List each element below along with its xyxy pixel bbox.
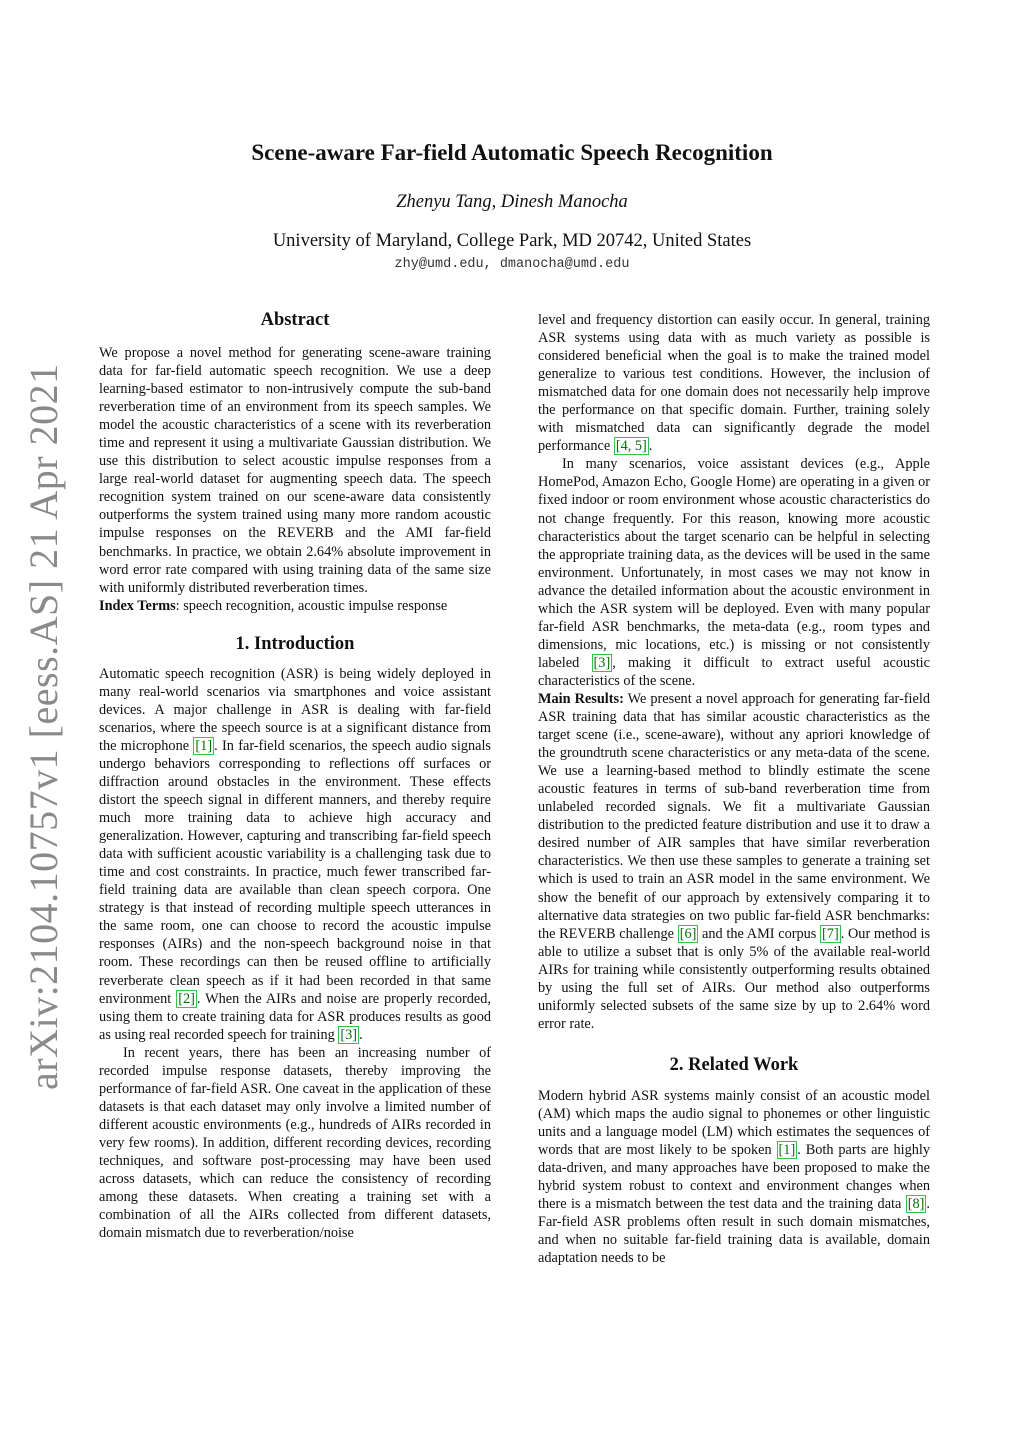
main-results-label: Main Results: xyxy=(538,690,624,707)
citation-link[interactable]: [6] xyxy=(679,925,697,942)
citation-link[interactable]: [1] xyxy=(195,737,213,754)
abstract-text: We propose a novel method for generating scene-aware training data for far-field automatic speech recognition. We use a deep learning-based estimator to non-intrusively compute the sub-band reverberation time of an environment from its speech samples. We model the acoustic characteristics of a scene with its reverberation time and represent it using a multivariate Gaussian distribution. We use this distribution to select acoustic impulse responses from a large real-world dataset for augmenting speech data. The speech recognition system trained on our scene-aware data consistently outperforms the system trained using many more random acoustic impulse responses on the REVERB and the AMI far-field benchmarks. In practice, we obtain 2.64% absolute improvement in word error rate compared with using training data of the same size with uniformly distributed reverberation times. xyxy=(99,345,491,596)
intro-heading: 1. Introduction xyxy=(235,633,355,654)
body-text: , making it difficult to extract useful acoustic characteristics of the scene. xyxy=(538,654,930,689)
intro-text: . When the AIRs and noise are properly recorded, using them to create training data for ASR produces results as good as using real recorded speech for training xyxy=(99,990,491,1043)
body-text: We present a novel approach for generating far-field ASR training data that has similar acoustic characteristics as the target scene (i.e., scene-aware), without any apriori knowledge of the groundtruth scene characteristics or any meta-data of the scene. We use a learning-based method to blindly estimate the scene acoustic features in terms of sub-band reverberation time from unlabeled recorded signals. We fit a multivariate Gaussian distribution to the predicted feature distribution and use it to draw a desired number of AIR samples that have similar reverberation characteristics. We then use these samples to generate a training set which is used to train an ASR model in the same environment. We show the benefit of our approach by extensively comparing it to alternative data strategies on two public far-field ASR benchmarks: the REVERB challenge xyxy=(538,690,930,942)
intro-paragraph-2: In recent years, there has been an increasing number of recorded impulse response datasets, thereby improving the performance of far-field ASR. One caveat in the application of these datasets is that each dataset may only involve a limited number of different acoustic environments (e.g., hundreds of AIRs recorded in very few rooms). In addition, different recording devices, recording techniques, and software post-processing may have been used across datasets, which can reduce the consistency of recording among these datasets. When creating a training set with a combination of all the AIRs collected from different datasets, domain mismatch due to reverberation/noise xyxy=(99,1044,491,1242)
intro-text: . xyxy=(359,1026,363,1043)
right-paragraph-2 xyxy=(538,455,930,690)
arxiv-identifier: arXiv:2104.10757v1 [eess.AS] 21 Apr 2021 xyxy=(21,363,66,1090)
citation-link[interactable]: [3] xyxy=(340,1026,358,1043)
body-text: Modern hybrid ASR systems mainly consist of an acoustic model (AM) which maps the audio signal to phonemes or other linguistic units and a language model (LM) which estimates the sequences of words that are most likely to be spoken xyxy=(538,1087,930,1159)
abstract-heading: Abstract xyxy=(260,310,330,330)
left-column xyxy=(99,308,491,1242)
intro-text: . In far-field scenarios, the speech audio signals undergo behaviors corresponding to reflections off surfaces or diffraction around obstacles in the environment. These effects distort the speech signal in different manners, and thereby require much more training data to achieve high accuracy and generalization. However, capturing and transcribing far-field speech data with sufficient acoustic variability is a challenging task due to time and cost constraints. In practice, much fewer transcribed far-field training data are available than clean speech corpora. One strategy is that instead of recording multiple speech utterances in the same room, one can choose to record the acoustic impulse responses (AIRs) and the non-speech background noise in that room. These recordings can then be reused offline to artificially reverberate clean speech as if it had been recorded in that same environment xyxy=(99,737,491,1007)
body-text: . xyxy=(648,438,653,455)
main-results-paragraph xyxy=(538,690,930,1033)
body-text: level and frequency distortion can easily occur. In general, training ASR systems using data with as much variety as possible is considered beneficial when the goal is to make the trained model generalize to various test conditions. However, the inclusion of mismatched data for one domain does not necessarily help improve the performance on that specific domain. Further, training solely with mismatched data can significantly degrade the model performance xyxy=(538,312,930,455)
citation-link[interactable]: [2] xyxy=(178,990,195,1007)
citation-link[interactable]: [4, 5] xyxy=(615,438,647,455)
citation-link[interactable]: [1] xyxy=(778,1142,796,1159)
index-terms-text: : speech recognition, acoustic impulse response xyxy=(175,597,448,614)
body-text: and the AMI corpus xyxy=(698,925,821,942)
body-text: . Far-field ASR problems often result in such domain mismatches, and when no suitable far-field training data is available, domain adaptation needs to be xyxy=(538,1196,930,1267)
paper-affiliation: University of Maryland, College Park, MD 20742, United States xyxy=(272,231,752,251)
related-work-heading: 2. Related Work xyxy=(669,1054,799,1075)
paper-header xyxy=(0,138,1024,274)
citation-link[interactable]: [3] xyxy=(593,654,611,671)
index-terms-label: Index Terms xyxy=(99,597,176,614)
body-text: In many scenarios, voice assistant devices (e.g., Apple HomePod, Amazon Echo, Google Home) are operating in a given or fixed indoor or room environment whose acoustic characteristics do not change frequently. For this reason, knowing more acoustic characteristics about the target scenario can be helpful in selecting the appropriate training data, as the devices will be used in the same environment. Unfortunately, in most cases we may not know in advance the detailed information about the acoustic environment in which the ASR system will be deployed. Even with many popular far-field ASR benchmarks, the meta-data (e.g., room types and dimensions, mic locations, etc.) is missing or not consistently labeled xyxy=(538,456,930,671)
right-column xyxy=(538,311,930,1267)
paper-email: zhy@umd.edu, dmanocha@umd.edu xyxy=(394,257,630,272)
related-work-paragraph xyxy=(538,1087,930,1267)
intro-text: Automatic speech recognition (ASR) is being widely deployed in many real-world scenarios via smartphones and voice assistant devices. A major challenge in ASR is dealing with far-field scenarios, where the speech source is at a significant distance from the microphone xyxy=(99,665,491,754)
paper-authors: Zhenyu Tang, Dinesh Manocha xyxy=(396,192,628,212)
citation-link[interactable]: [7] xyxy=(822,925,839,942)
body-text: . Both parts are highly data-driven, and many approaches have been proposed to make the hybrid system robust to context and environment changes when there is a mismatch between the test data and the training data xyxy=(538,1142,930,1213)
paper-title: Scene-aware Far-field Automatic Speech Recognition xyxy=(251,140,773,165)
index-terms xyxy=(99,597,491,615)
citation-link[interactable]: [8] xyxy=(907,1196,925,1213)
right-paragraph-1 xyxy=(538,311,930,455)
intro-paragraph-1 xyxy=(99,665,491,1044)
body-text: . Our method is able to utilize a subset that is only 5% of the available real-world AIRs for training while consistently outperforming results obtained by using the full set of AIRs. Our method also outperforms uniformly selected subsets of the same size by up to 2.64% word error rate. xyxy=(538,925,931,1032)
